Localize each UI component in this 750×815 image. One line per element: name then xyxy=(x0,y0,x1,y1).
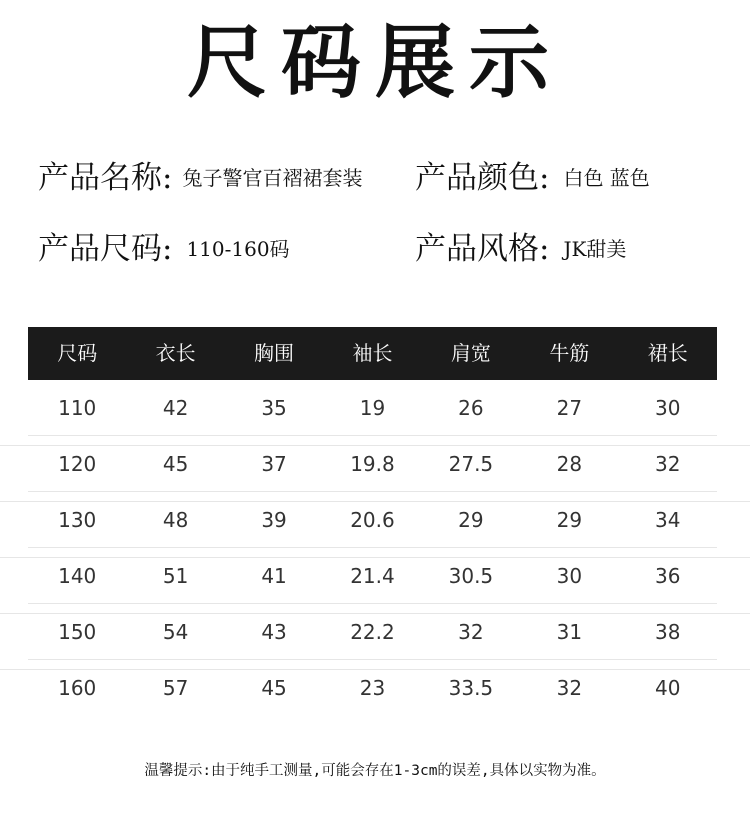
table-cell: 45 xyxy=(261,676,287,700)
product-style-label: 产品风格: xyxy=(415,231,550,267)
table-cell: 39 xyxy=(261,508,287,532)
table-cell: 32 xyxy=(655,452,681,476)
table-cell: 30.5 xyxy=(448,564,494,588)
table-cell: 38 xyxy=(655,620,681,644)
table-cell: 37 xyxy=(261,452,287,476)
table-cell: 48 xyxy=(162,508,189,532)
product-color-value: 白色 蓝色 xyxy=(563,166,650,190)
table-cell: 23 xyxy=(359,676,386,700)
table-cell: 27 xyxy=(556,396,583,420)
table-cell: 20.6 xyxy=(350,508,395,532)
table-cell: 45 xyxy=(162,452,189,476)
table-cell: 27.5 xyxy=(448,452,494,476)
product-style-value: JK甜美 xyxy=(563,237,627,261)
table-cell: 21.4 xyxy=(350,564,395,588)
table-cell: 34 xyxy=(655,508,681,532)
table-cell: 35 xyxy=(261,396,287,420)
table-cell: 29 xyxy=(458,508,484,532)
header-cell-elastic: 牛筋 xyxy=(549,341,590,365)
table-cell: 31 xyxy=(556,620,583,644)
row-divider xyxy=(0,669,750,670)
measurement-note: 温馨提示:由于纯手工测量,可能会存在1-3cm的误差,具体以实物为准。 xyxy=(144,763,606,779)
header-cell-skirt: 裙长 xyxy=(647,341,688,365)
table-cell: 57 xyxy=(162,676,189,700)
table-cell: 140 xyxy=(58,564,97,588)
table-cell: 30 xyxy=(655,396,681,420)
table-cell: 33.5 xyxy=(448,676,494,700)
table-cell: 28 xyxy=(556,452,583,476)
row-divider xyxy=(0,613,750,614)
header-cell-shoulder: 肩宽 xyxy=(450,341,491,365)
table-cell: 130 xyxy=(58,508,97,532)
table-cell: 110 xyxy=(58,396,97,420)
table-cell: 32 xyxy=(458,620,484,644)
header-cell-sleeve: 袖长 xyxy=(352,341,393,365)
product-size xyxy=(38,224,290,274)
product-name-value: 兔子警官百褶裙套装 xyxy=(182,166,363,190)
table-cell: 29 xyxy=(556,508,583,532)
table-cell: 32 xyxy=(556,676,583,700)
table-cell: 51 xyxy=(162,564,189,588)
table-cell: 160 xyxy=(58,676,97,700)
product-style xyxy=(415,224,626,274)
table-cell: 36 xyxy=(655,564,681,588)
table-cell: 150 xyxy=(58,620,97,644)
table-cell: 43 xyxy=(261,620,287,644)
table-cell: 19.8 xyxy=(350,452,395,476)
table-row xyxy=(28,380,717,436)
product-name-label: 产品名称: xyxy=(38,160,173,196)
table-cell: 40 xyxy=(655,676,681,700)
size-table xyxy=(28,327,750,716)
table-cell: 22.2 xyxy=(350,620,395,644)
size-table-header xyxy=(28,327,717,380)
table-cell: 54 xyxy=(162,620,189,644)
info-row-1 xyxy=(0,153,750,203)
header-cell-size: 尺码 xyxy=(57,341,98,365)
table-cell: 120 xyxy=(58,452,97,476)
product-name xyxy=(38,153,362,203)
table-cell: 19 xyxy=(359,396,386,420)
table-cell: 26 xyxy=(458,396,484,420)
row-divider xyxy=(0,557,750,558)
table-cell: 42 xyxy=(162,396,189,420)
product-size-value: 110-160码 xyxy=(186,237,290,261)
product-color xyxy=(415,153,650,203)
header-cell-length: 衣长 xyxy=(155,341,196,365)
row-divider xyxy=(0,445,750,446)
info-row-2 xyxy=(0,224,750,274)
product-color-label: 产品颜色: xyxy=(415,160,550,196)
page-title: 尺码展示 xyxy=(187,15,563,109)
product-size-label: 产品尺码: xyxy=(38,231,173,267)
header-cell-bust: 胸围 xyxy=(254,341,295,365)
table-cell: 30 xyxy=(556,564,583,588)
row-divider xyxy=(0,501,750,502)
table-cell: 41 xyxy=(261,564,287,588)
